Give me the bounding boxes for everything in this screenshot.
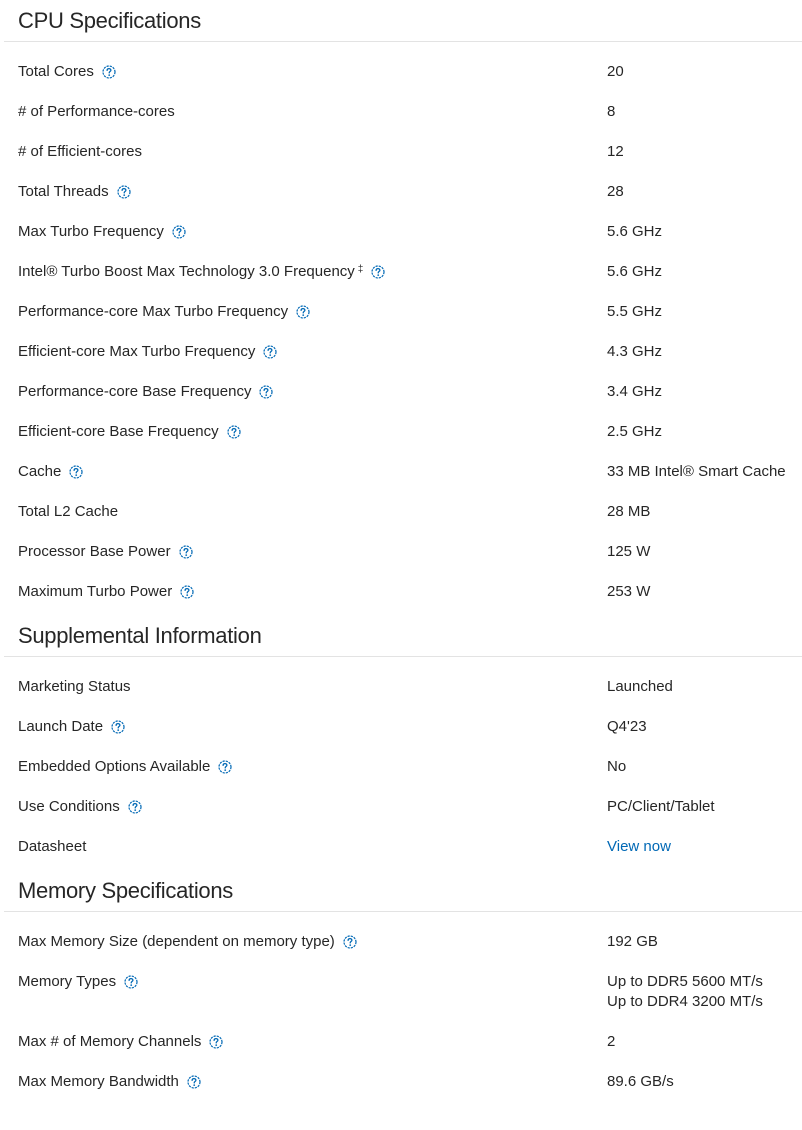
spec-label-text: Max Memory Size (dependent on memory type) xyxy=(18,933,335,950)
spec-label-text: # of Efficient-cores xyxy=(18,143,142,160)
spec-row-memory-types xyxy=(0,962,802,1022)
spec-label xyxy=(18,302,310,322)
spec-label xyxy=(18,462,83,482)
question-circle-icon[interactable] xyxy=(209,1035,223,1049)
spec-row-max-turbo-frequency xyxy=(0,212,802,252)
spec-label xyxy=(18,717,125,737)
spec-label xyxy=(18,62,116,82)
spec-value: 5.6 GHz xyxy=(607,223,663,240)
spec-value: No xyxy=(607,758,627,775)
spec-label-text: # of Performance-cores xyxy=(18,103,175,120)
spec-row-performance-core-max-turbo-frequency xyxy=(0,292,802,332)
spec-value: 4.3 GHz xyxy=(607,343,663,360)
spec-label-text: Processor Base Power xyxy=(18,543,171,560)
spec-label-text: Intel® Turbo Boost Max Technology 3.0 Frequency xyxy=(18,263,355,280)
spec-value: Q4'23 xyxy=(607,718,647,735)
spec-label-text: Total Threads xyxy=(18,183,109,200)
spec-value: 5.6 GHz xyxy=(607,263,663,280)
spec-value: 20 xyxy=(607,63,624,80)
question-circle-icon[interactable] xyxy=(218,760,232,774)
question-circle-icon[interactable] xyxy=(296,305,310,319)
spec-label: Intel® Turbo Boost Max Technology 3.0 Frequency ‡ xyxy=(18,262,385,282)
spec-row-total-l2-cache xyxy=(0,492,802,532)
spec-rows xyxy=(0,912,802,1102)
question-circle-icon[interactable] xyxy=(371,265,385,279)
spec-label xyxy=(18,222,186,242)
question-circle-icon[interactable] xyxy=(187,1075,201,1089)
spec-label-text: Total Cores xyxy=(18,63,94,80)
spec-value: 2 xyxy=(607,1033,616,1050)
spec-label xyxy=(18,837,86,857)
spec-label xyxy=(18,542,193,562)
question-circle-icon[interactable] xyxy=(263,345,277,359)
spec-row-processor-base-power xyxy=(0,532,802,572)
datasheet-view-now-link[interactable]: View now xyxy=(607,838,671,855)
spec-value: 8 xyxy=(607,103,616,120)
spec-label-text: Performance-core Max Turbo Frequency xyxy=(18,303,289,320)
spec-label-text: Maximum Turbo Power xyxy=(18,583,173,600)
spec-value-line: Up to DDR4 3200 MT/s xyxy=(607,993,763,1010)
spec-row-max-memory-size-dependent-on-memory-type xyxy=(0,922,802,962)
section-title-supplemental: Supplemental Information xyxy=(18,623,262,648)
spec-label-text: Memory Types xyxy=(18,973,117,990)
spec-label-text: Total L2 Cache xyxy=(18,503,119,520)
spec-label xyxy=(18,932,357,952)
spec-row-efficient-core-base-frequency xyxy=(0,412,802,452)
question-circle-icon[interactable] xyxy=(343,935,357,949)
spec-label-text: Embedded Options Available xyxy=(18,758,211,775)
spec-value: 125 W xyxy=(607,543,651,560)
spec-label xyxy=(18,757,232,777)
spec-label-text: Performance-core Base Frequency xyxy=(18,383,252,400)
spec-label xyxy=(18,1072,201,1092)
spec-label xyxy=(18,582,194,602)
spec-label-text: Efficient-core Base Frequency xyxy=(18,423,219,440)
spec-label-text: Datasheet xyxy=(18,838,87,855)
spec-value: 28 MB xyxy=(607,503,651,520)
spec-row-datasheet xyxy=(0,827,802,867)
spec-label xyxy=(18,142,142,162)
supplemental-information-section xyxy=(0,615,802,867)
spec-row-max-of-memory-channels xyxy=(0,1022,802,1062)
spec-label xyxy=(18,102,175,122)
spec-value xyxy=(607,972,763,1012)
spec-value: 5.5 GHz xyxy=(607,303,663,320)
spec-row-use-conditions xyxy=(0,787,802,827)
question-circle-icon[interactable] xyxy=(69,465,83,479)
spec-value: Launched xyxy=(607,678,673,695)
spec-value: PC/Client/Tablet xyxy=(607,798,715,815)
spec-value-line: Up to DDR5 5600 MT/s xyxy=(607,973,763,990)
question-circle-icon[interactable] xyxy=(102,65,116,79)
spec-label xyxy=(18,677,131,697)
spec-row-launch-date xyxy=(0,707,802,747)
spec-value: 89.6 GB/s xyxy=(607,1073,674,1090)
question-circle-icon[interactable] xyxy=(111,720,125,734)
spec-label xyxy=(18,502,118,522)
spec-label-text: Max Turbo Frequency xyxy=(18,223,164,240)
spec-row-embedded-options-available xyxy=(0,747,802,787)
spec-row-max-memory-bandwidth xyxy=(0,1062,802,1102)
spec-label xyxy=(18,972,138,992)
question-circle-icon[interactable] xyxy=(180,585,194,599)
spec-label-text: Max # of Memory Channels xyxy=(18,1033,202,1050)
memory-specifications-section xyxy=(0,870,802,1102)
spec-row-total-cores xyxy=(0,52,802,92)
spec-rows xyxy=(0,657,802,867)
spec-value: 253 W xyxy=(607,583,651,600)
spec-label-text: Efficient-core Max Turbo Frequency xyxy=(18,343,256,360)
spec-label xyxy=(18,797,142,817)
spec-row-total-threads xyxy=(0,172,802,212)
spec-value: 2.5 GHz xyxy=(607,423,663,440)
spec-value: 12 xyxy=(607,143,624,160)
spec-label-text: Marketing Status xyxy=(18,678,131,695)
spec-row-maximum-turbo-power xyxy=(0,572,802,612)
spec-label-text: Launch Date xyxy=(18,718,104,735)
spec-row-performance-core-base-frequency xyxy=(0,372,802,412)
spec-row-intel-turbo-boost-max-technology-3-0-frequency xyxy=(0,252,802,292)
spec-value: 33 MB Intel® Smart Cache xyxy=(607,463,786,480)
question-circle-icon[interactable] xyxy=(227,425,241,439)
spec-label xyxy=(18,422,241,442)
spec-value xyxy=(607,837,671,857)
spec-value: 3.4 GHz xyxy=(607,383,663,400)
spec-label xyxy=(18,382,273,402)
question-circle-icon[interactable] xyxy=(259,385,273,399)
spec-label-text: Max Memory Bandwidth xyxy=(18,1073,179,1090)
question-circle-icon[interactable] xyxy=(124,975,138,989)
spec-label-text: Cache xyxy=(18,463,62,480)
question-circle-icon[interactable] xyxy=(128,800,142,814)
spec-value: 28 xyxy=(607,183,624,200)
question-circle-icon[interactable] xyxy=(179,545,193,559)
section-title-cpu: CPU Specifications xyxy=(18,8,201,33)
spec-row-of-efficient-cores xyxy=(0,132,802,172)
spec-label xyxy=(18,342,277,362)
spec-row-of-performance-cores xyxy=(0,92,802,132)
spec-label xyxy=(18,1032,223,1052)
spec-row-cache xyxy=(0,452,802,492)
question-circle-icon[interactable] xyxy=(172,225,186,239)
question-circle-icon[interactable] xyxy=(117,185,131,199)
spec-label-text: Use Conditions xyxy=(18,798,120,815)
spec-row-marketing-status xyxy=(0,667,802,707)
spec-label xyxy=(18,182,131,202)
spec-rows xyxy=(0,42,802,612)
spec-value: 192 GB xyxy=(607,933,658,950)
section-title-memory: Memory Specifications xyxy=(18,878,234,903)
spec-row-efficient-core-max-turbo-frequency xyxy=(0,332,802,372)
